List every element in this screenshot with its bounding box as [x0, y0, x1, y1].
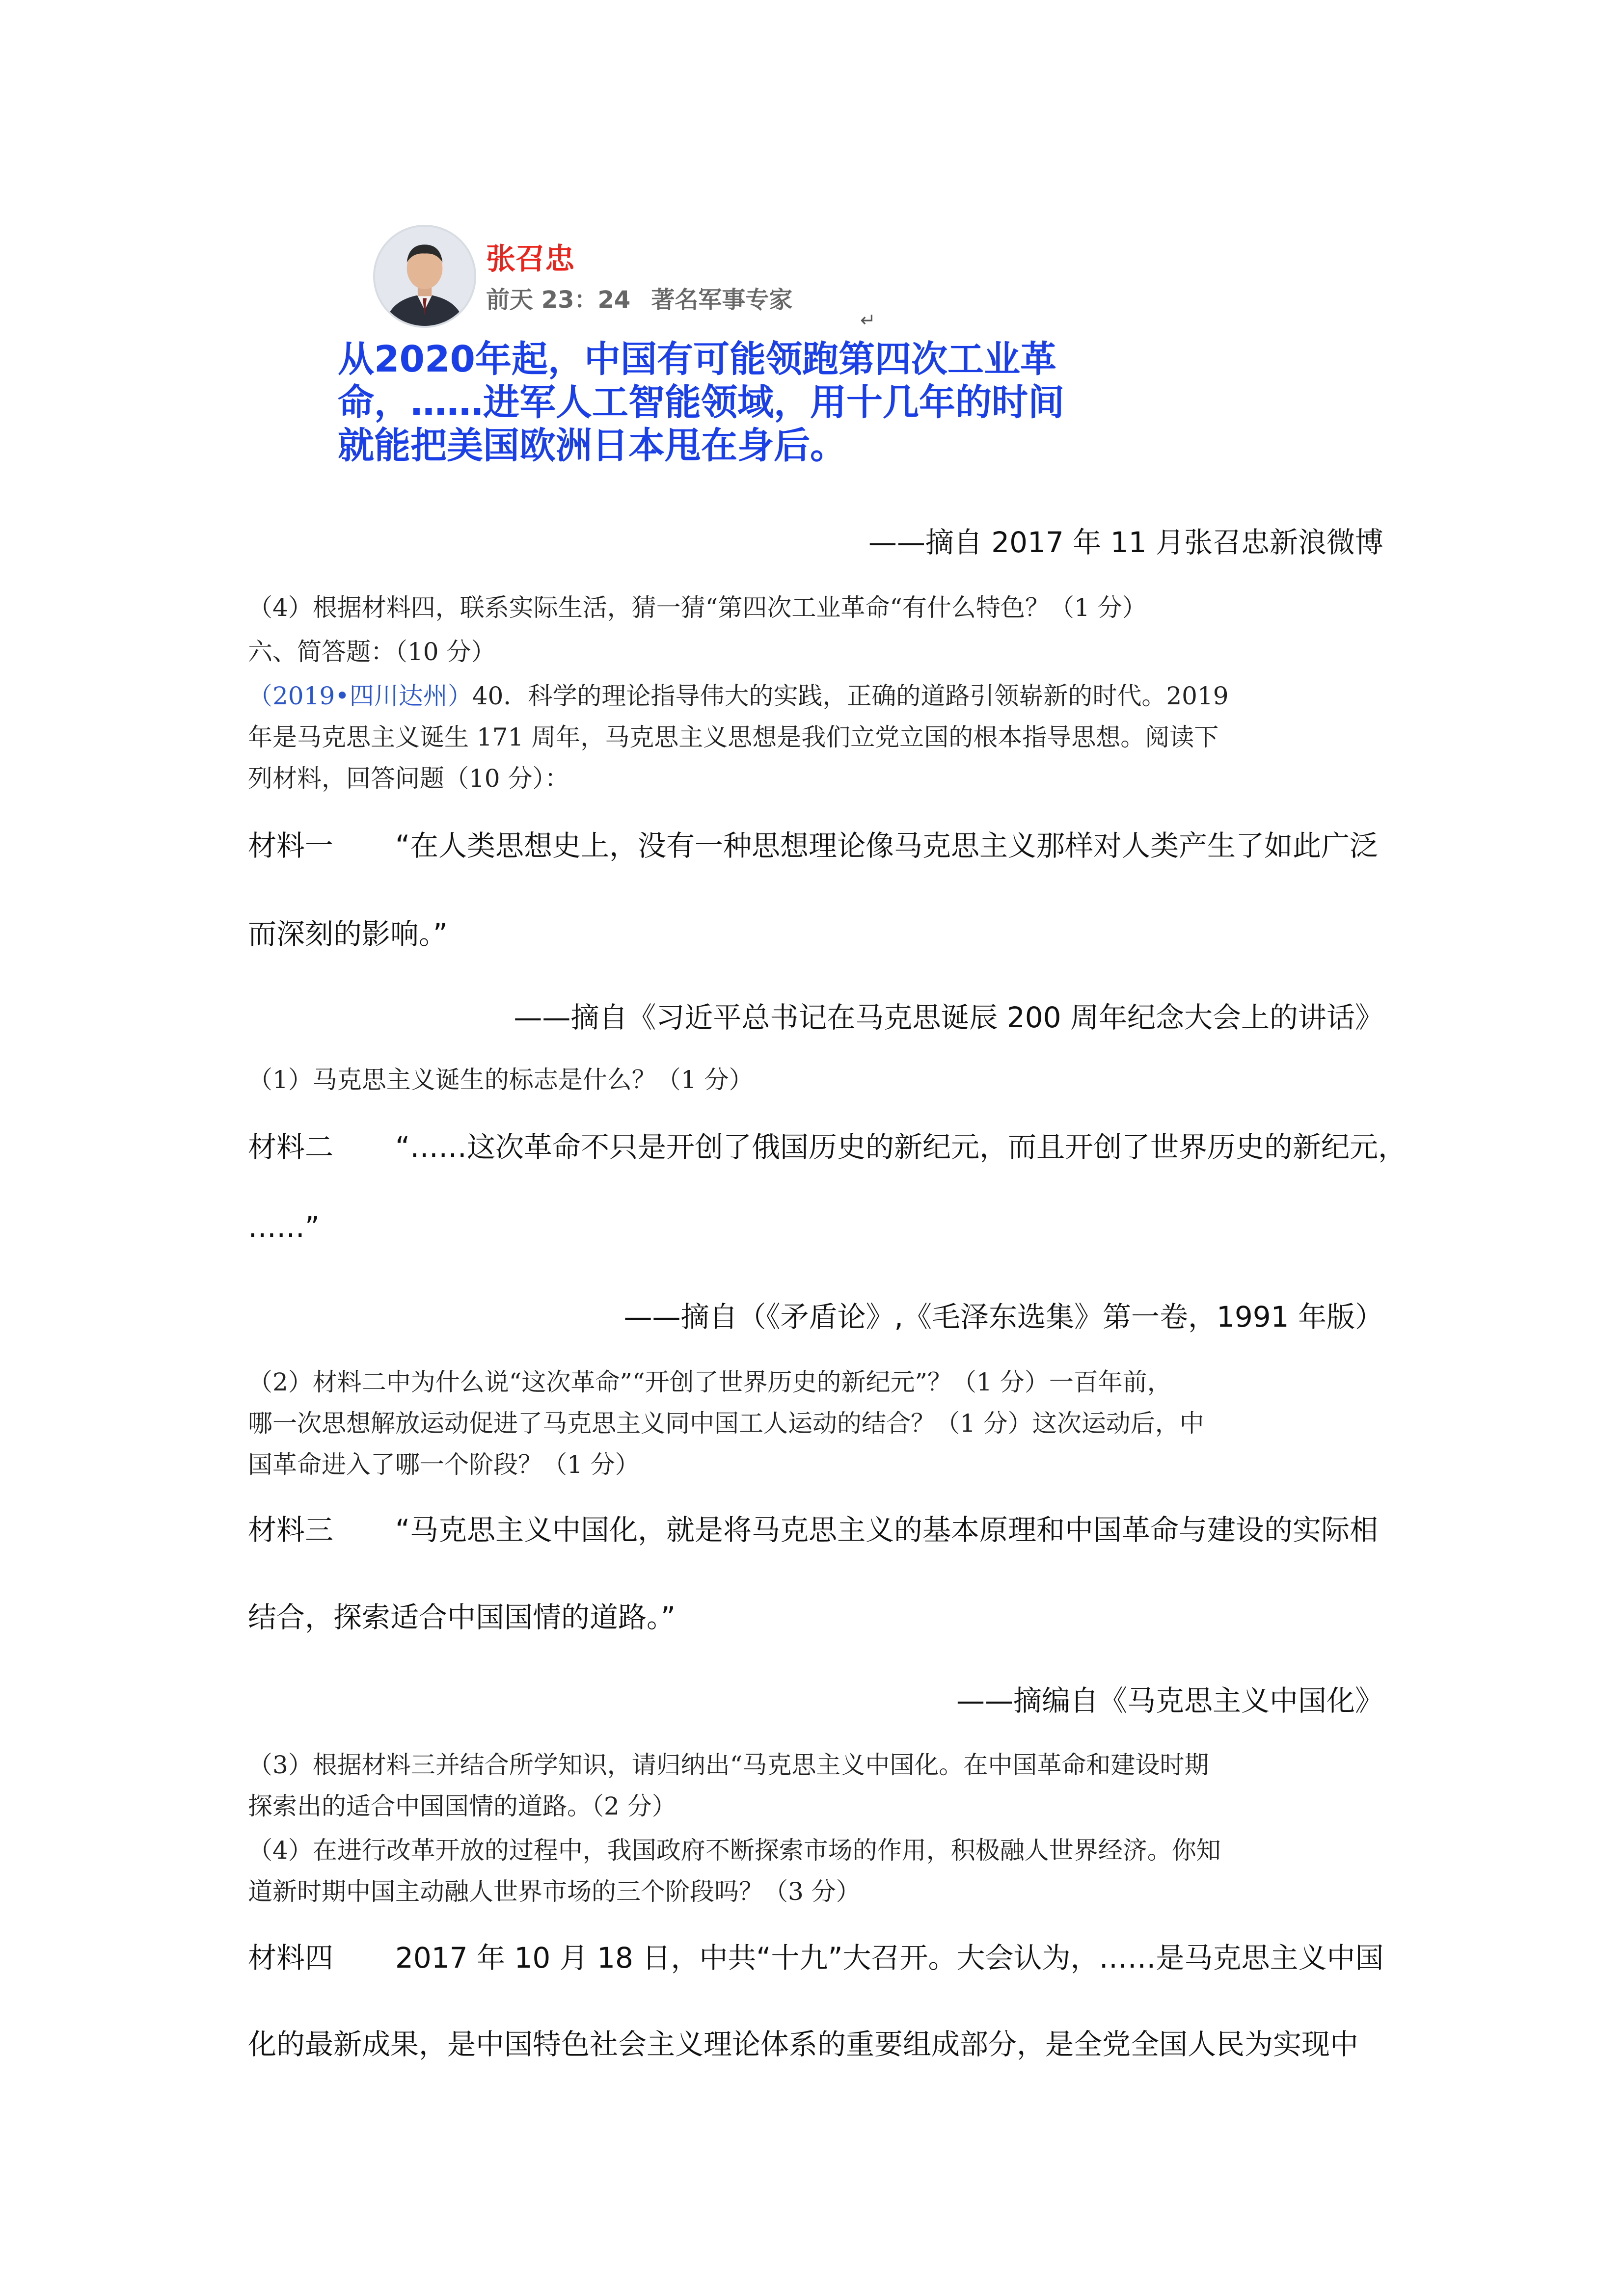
- return-mark-icon: ↵: [860, 309, 876, 331]
- weibo-quote: [338, 338, 1172, 467]
- intro-line-2: 年是马克思主义诞生 171 周年，马克思主义思想是我们立党立国的根本指导思想。阅读下: [248, 723, 1219, 751]
- material3-line-2: 结合，探索适合中国国情的道路。”: [248, 1601, 676, 1634]
- weibo-meta: [486, 281, 813, 315]
- weibo-post-time: 前天 23：24: [486, 286, 631, 314]
- material1-label: 材料一: [248, 829, 334, 862]
- weibo-user-title: 著名军事专家: [651, 286, 793, 314]
- question-3-line-1: （3）根据材料三并结合所学知识，请归纳出“马克思主义中国化。在中国革命和建设时期: [248, 1751, 1209, 1779]
- question-4-line-1: （4）在进行改革开放的过程中，我国政府不断探索市场的作用，积极融人世界经济。你知: [248, 1836, 1221, 1865]
- question-2-line-2: 哪一次思想解放运动促进了马克思主义同中国工人运动的结合？（1 分）这次运动后，中: [248, 1409, 1204, 1438]
- material1-source: ——摘自《习近平总书记在马克思诞辰 200 周年纪念大会上的讲话》: [514, 1001, 1383, 1034]
- avatar: [373, 225, 476, 328]
- question-2-line-1: （2）材料二中为什么说“这次革命”“开创了世界历史的新纪元”？（1 分）一百年前，: [248, 1368, 1172, 1396]
- material2-line-2: ……”: [248, 1210, 320, 1244]
- question-2-line-3: 国革命进入了哪一个阶段？（1 分）: [248, 1450, 640, 1479]
- material4-text: 2017 年 10 月 18 日，中共“十九”大召开。大会认为，……是马克思主义中国: [395, 1941, 1384, 1975]
- material3-source: ——摘编自《马克思主义中国化》: [956, 1684, 1383, 1717]
- question-1: （1）马克思主义诞生的标志是什么？（1 分）: [248, 1066, 754, 1094]
- weibo-source: ——摘自 2017 年 11 月张召忠新浪微博: [868, 526, 1383, 559]
- section-heading: 六、简答题：（10 分）: [248, 638, 496, 666]
- intro-text: 40．科学的理论指导伟大的实践，正确的道路引领崭新的时代。2019: [472, 682, 1229, 710]
- material1-line-2: 而深刻的影响。”: [248, 917, 448, 951]
- question-3-line-2: 探索出的适合中国国情的道路。（2 分）: [248, 1792, 677, 1820]
- portrait-icon: [375, 227, 474, 326]
- weibo-quote-line: 就能把美国欧洲日本甩在身后。: [338, 425, 846, 467]
- material2-label: 材料二: [248, 1130, 334, 1164]
- weibo-username: 张召忠: [486, 242, 574, 276]
- intro-line-3: 列材料，回答问题（10 分）：: [248, 764, 569, 793]
- material3-label: 材料三: [248, 1513, 334, 1547]
- weibo-quote-line: 命，……进军人工智能领域，用十几年的时间: [338, 381, 1064, 424]
- source-tag-link[interactable]: （2019•四川达州）: [248, 682, 472, 710]
- intro-line-1: [248, 676, 1229, 712]
- material3-text: “马克思主义中国化，就是将马克思主义的基本原理和中国革命与建设的实际相: [395, 1513, 1379, 1547]
- material4-line-2: 化的最新成果，是中国特色社会主义理论体系的重要组成部分，是全党全国人民为实现中: [248, 2028, 1359, 2061]
- material1-line-1: [248, 823, 1378, 864]
- question-prev-4: （4）根据材料四，联系实际生活，猜一猜“第四次工业革命“有什么特色？（1 分）: [248, 593, 1147, 622]
- material4-label: 材料四: [248, 1941, 334, 1975]
- material3-line-1: [248, 1507, 1378, 1548]
- material2-text: “……这次革命不只是开创了俄国历史的新纪元，而且开创了世界历史的新纪元，: [395, 1130, 1407, 1164]
- material2-source: ——摘自（《矛盾论》,《毛泽东选集》第一卷，1991 年版）: [623, 1300, 1383, 1334]
- question-4-line-2: 道新时期中国主动融人世界市场的三个阶段吗？（3 分）: [248, 1877, 861, 1906]
- material4-line-1: [248, 1935, 1384, 1976]
- material2-line-1: [248, 1124, 1407, 1165]
- weibo-quote-line: 从2020年起，中国有可能领跑第四次工业革: [338, 338, 1056, 380]
- material1-text: “在人类思想史上，没有一种思想理论像马克思主义那样对人类产生了如此广泛: [395, 829, 1379, 862]
